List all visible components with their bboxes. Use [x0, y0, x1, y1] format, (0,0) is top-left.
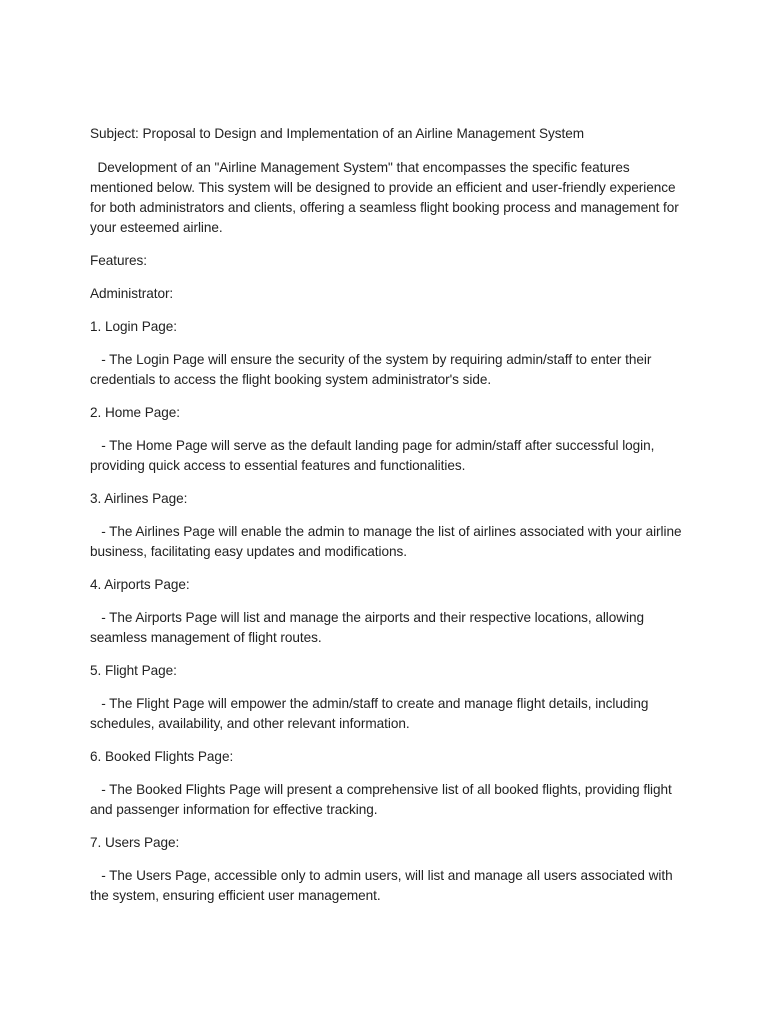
document-page: [90, 124, 690, 919]
item-description-login: - The Login Page will ensure the security of the system by requiring admin/staff to enter their credentials to access the flight booking system administrator's side.: [90, 352, 656, 387]
item-description-booked-flights: - The Booked Flights Page will present a comprehensive list of all booked flights, providing flight and passenger information for effective tracking.: [90, 782, 676, 817]
item-title-flight: 5. Flight Page:: [90, 663, 177, 678]
features-heading: Features:: [90, 253, 147, 268]
intro-paragraph: Development of an "Airline Management System" that encompasses the specific features mentioned below. This system will be designed to provide an efficient and user-friendly experience for both administrators and clients, offering a seamless flight booking process and management for your esteemed airline.: [90, 160, 683, 235]
item-title-booked-flights: 6. Booked Flights Page:: [90, 749, 234, 764]
item-title-home: 2. Home Page:: [90, 405, 181, 420]
item-title-airports: 4. Airports Page:: [90, 577, 190, 592]
subject-line: Subject: Proposal to Design and Implementation of an Airline Management System: [90, 126, 585, 141]
item-title-users: 7. Users Page:: [90, 835, 180, 850]
item-description-users: - The Users Page, accessible only to admin users, will list and manage all users associated with the system, ensuring efficient user management.: [90, 868, 677, 903]
administrator-heading: Administrator:: [90, 286, 174, 301]
item-description-airports: - The Airports Page will list and manage the airports and their respective locations, allowing seamless management of flight routes.: [90, 610, 648, 645]
item-title-login: 1. Login Page:: [90, 319, 177, 334]
item-title-airlines: 3. Airlines Page:: [90, 491, 188, 506]
item-description-flight: - The Flight Page will empower the admin/staff to create and manage flight details, including schedules, availability, and other relevant information.: [90, 696, 653, 731]
item-description-home: - The Home Page will serve as the default landing page for admin/staff after successful login, providing quick access to essential features and functionalities.: [90, 438, 659, 473]
item-description-airlines: - The Airlines Page will enable the admin to manage the list of airlines associated with your airline business, facilitating easy updates and modifications.: [90, 524, 686, 559]
